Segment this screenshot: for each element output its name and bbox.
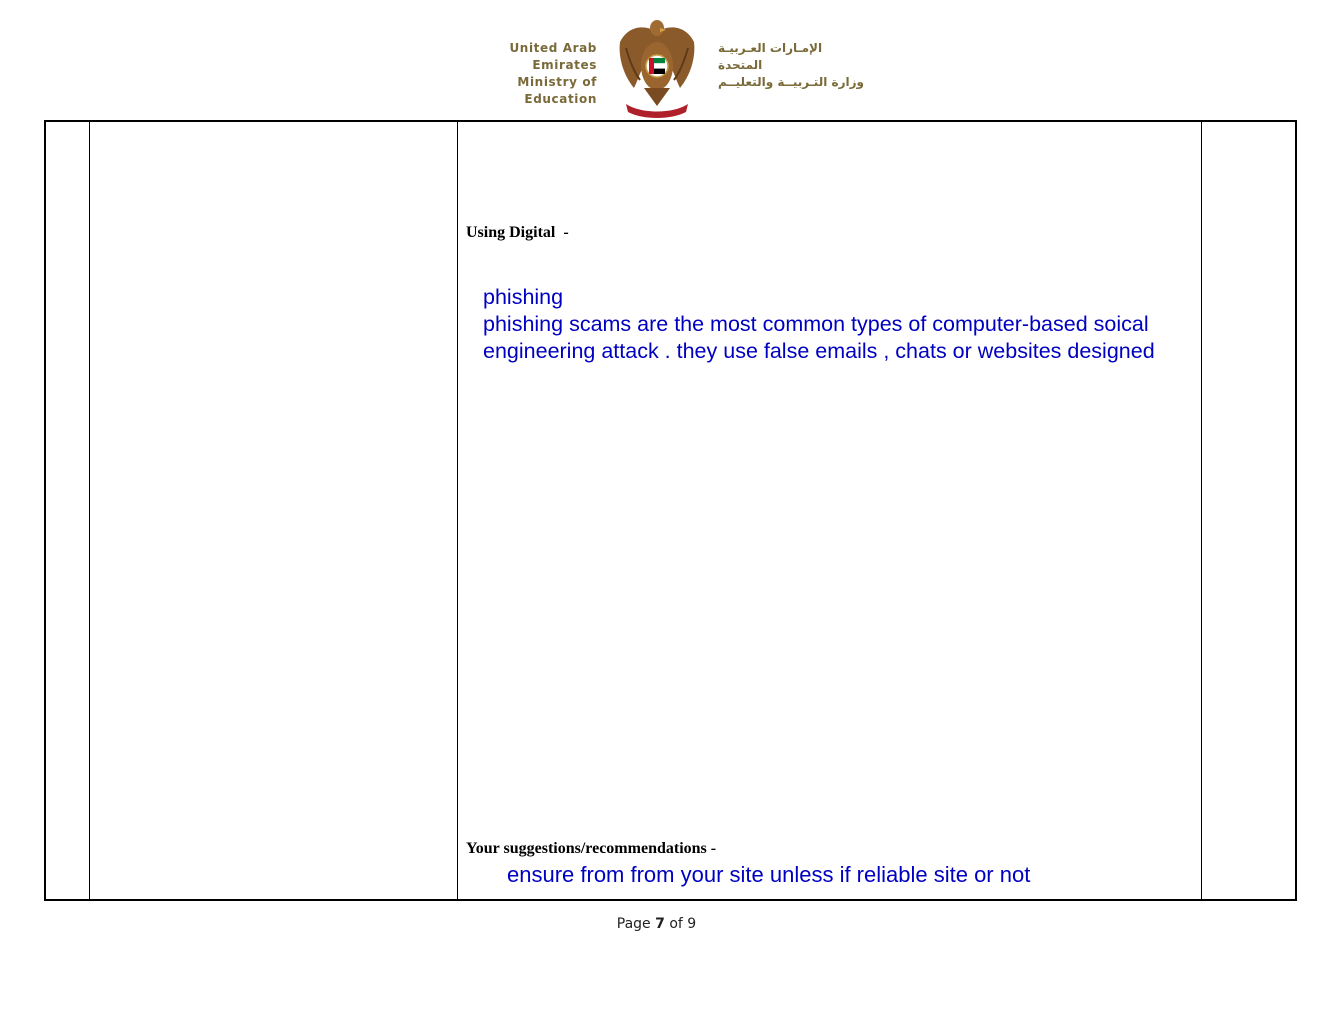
- page-separator: of: [669, 916, 683, 932]
- header-country-name: United Arab Emirates: [509, 41, 597, 72]
- table-divider: [457, 120, 458, 901]
- page-number: [0, 916, 1313, 932]
- page-prefix: Page: [616, 916, 651, 932]
- header-country-name-arabic: الإمـارات العـربيـة المتحدة: [718, 41, 823, 72]
- table-frame: [44, 120, 1297, 901]
- answer-line: phishing scams are the most common types of computer-based soical: [483, 312, 1149, 336]
- answer-line: engineering attack . they use false emails , chats or websites designed: [483, 339, 1155, 363]
- header-ministry-name: Ministry of Education: [517, 75, 597, 106]
- suggestions-heading: Your suggestions/recommendations -: [466, 840, 717, 857]
- page-total: 9: [687, 916, 697, 932]
- page-current: 7: [655, 916, 665, 932]
- table-divider: [89, 120, 90, 901]
- suggestion-text: ensure from from your site unless if reliable site or not: [507, 862, 1031, 887]
- using-digital-heading: Using Digital -: [466, 224, 569, 241]
- table-divider: [1201, 120, 1202, 901]
- header-ministry-name-arabic: وزارة التـربيــة والتعليــم: [718, 75, 864, 89]
- answer-line: phishing: [483, 285, 564, 309]
- header-org-english: [447, 40, 597, 108]
- header-org-arabic: [718, 40, 870, 91]
- uae-falcon-emblem-icon: [616, 14, 698, 120]
